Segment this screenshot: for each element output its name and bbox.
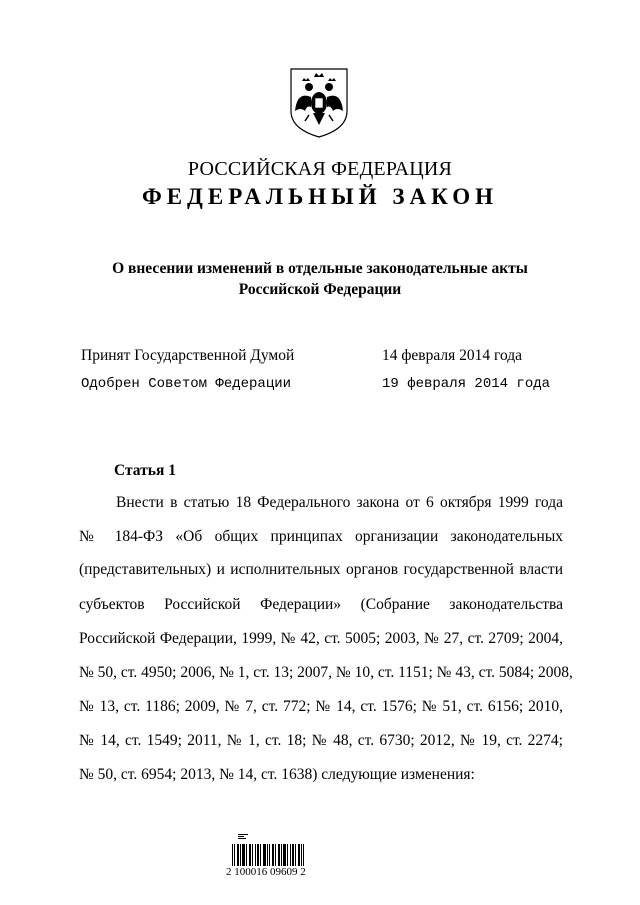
barcode-number: 2 100016 09609 2 [226, 866, 306, 878]
article-text-line: № 50, ст. 6954; 2013, № 14, ст. 1638) следующие изменения: [79, 766, 475, 783]
article-text-line: № 184-ФЗ «Об общих принципах организации законодательных [79, 528, 563, 545]
article-text-line: № 50, ст. 4950; 2006, № 1, ст. 13; 2007, № 10, ст. 1151; № 43, ст. 5084; 2008, [79, 664, 573, 681]
council-approval-label: Одобрен Советом Федерации [81, 376, 292, 392]
article-text-line: Внести в статью 18 Федерального закона от 6 октября 1999 года [116, 494, 563, 511]
law-title-line: Российской Федерации [238, 281, 402, 298]
article-heading: Статья 1 [114, 462, 176, 479]
duma-adoption-date: 14 февраля 2014 года [382, 347, 523, 364]
coat-of-arms-icon [287, 67, 351, 139]
country-title: РОССИЙСКАЯ ФЕДЕРАЦИЯ [187, 158, 453, 180]
article-text-line: (представительных) и исполнительных органов государственной власти [79, 561, 563, 578]
article-text-line: субъектов Российской Федерации» (Собрание законодательства [79, 596, 563, 613]
duma-adoption-label: Принят Государственной Думой [81, 347, 295, 364]
article-text-line: № 13, ст. 1186; 2009, № 7, ст. 772; № 14, ст. 1576; № 51, ст. 6156; 2010, [79, 698, 563, 715]
law-title-line: О внесении изменений в отдельные законодательные акты [112, 260, 528, 277]
law-title [0, 258, 640, 300]
document-type-title: ФЕДЕРАЛЬНЫЙ ЗАКОН [141, 184, 499, 209]
council-approval-date: 19 февраля 2014 года [382, 376, 551, 392]
article-text-line: № 14, ст. 1549; 2011, № 1, ст. 18; № 48, ст. 6730; 2012, № 19, ст. 2274; [79, 732, 563, 749]
article-text-line: Российской Федерации, 1999, № 42, ст. 5005; 2003, № 27, ст. 2709; 2004, [79, 630, 563, 647]
